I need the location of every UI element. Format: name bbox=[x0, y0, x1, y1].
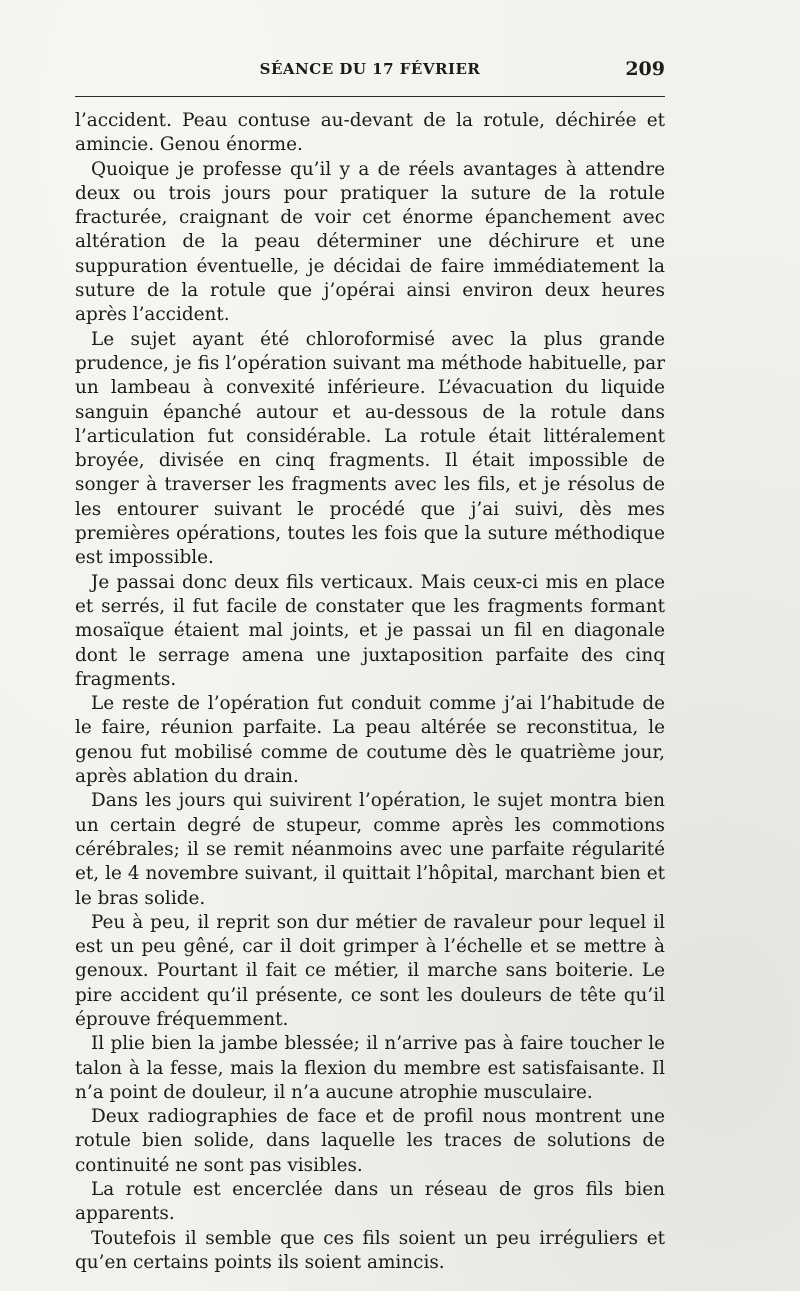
paragraph: Le sujet ayant été chloroformisé avec la plus grande prudence, je fis l’opération suivant ma méthode habituelle, par un lambeau à convexité inférieure. L’évacuation du liquide sanguin épanché autour et au-dessous de la rotule dans l’articulation fut considérable. La rotule était littéralement broyée, divisée en cinq fragments. Il était impossible de songer à traverser les fragments avec les fils, et je résolus de les entourer suivant le procédé que j’ai suivi, dès mes premières opérations, toutes les fois que la suture méthodique est impossible. bbox=[75, 328, 665, 569]
paragraph: Deux radiographies de face et de profil nous montrent une rotule bien solide, dans laquelle les traces de solutions de continuité ne sont pas visibles. bbox=[75, 1106, 665, 1176]
running-head bbox=[75, 58, 665, 84]
paragraph: Peu à peu, il reprit son dur métier de ravaleur pour lequel il est un peu gêné, car il doit grimper à l’échelle et se mettre à genoux. Pourtant il fait ce métier, il marche sans boiterie. Le pire accident qu’il présente, ce sont les douleurs de tête qu’il éprouve fréquemment. bbox=[75, 911, 665, 1030]
paragraph: Toutefois il semble que ces fils soient un peu irréguliers et qu’en certains points ils soient amincis. bbox=[75, 1227, 665, 1273]
paragraph: l’accident. Peau contuse au-devant de la rotule, déchirée et amincie. Genou énorme. bbox=[75, 110, 665, 156]
paragraph: Le reste de l’opération fut conduit comme j’ai l’habitude de le faire, réunion parfaite. La peau altérée se reconstitua, le genou fut mobilisé comme de coutume dès le quatrième jour, après ablation du drain. bbox=[75, 693, 665, 788]
paragraph: La rotule est encerclée dans un réseau de gros fils bien apparents. bbox=[75, 1179, 665, 1225]
paragraph: Dans les jours qui suivirent l’opération, le sujet montra bien un certain degré de stupeur, comme après les commotions cérébrales; il se remit néanmoins avec une parfaite régularité et, le 4 novembre suivant, il quittait l’hôpital, marchant bien et le bras solide. bbox=[75, 790, 665, 909]
page-number: 209 bbox=[625, 58, 665, 80]
paragraph: Je passai donc deux fils verticaux. Mais ceux-ci mis en place et serrés, il fut facile de constater que les fragments formant mosaïque étaient mal joints, et je passai un fil en diagonale dont le serrage amena une juxtaposition parfaite des cinq fragments. bbox=[75, 571, 665, 690]
paragraph: Quoique je professe qu’il y a de réels avantages à attendre deux ou trois jours pour pratiquer la suture de la rotule fracturée, craignant de voir cet énorme épanchement avec altération de la peau déterminer une déchirure et une suppuration éventuelle, je décidai de faire immédiatement la suture de la rotule que j’opérai ainsi environ deux heures après l’accident. bbox=[75, 158, 665, 326]
running-title: SÉANCE DU 17 FÉVRIER bbox=[259, 60, 481, 78]
body-text bbox=[75, 109, 665, 1275]
paragraph: Il plie bien la jambe blessée; il n’arrive pas à faire toucher le talon à la fesse, mais la flexion du membre est satisfaisante. Il n’a point de douleur, il n’a aucune atrophie musculaire. bbox=[75, 1033, 665, 1103]
header-rule bbox=[75, 96, 665, 97]
